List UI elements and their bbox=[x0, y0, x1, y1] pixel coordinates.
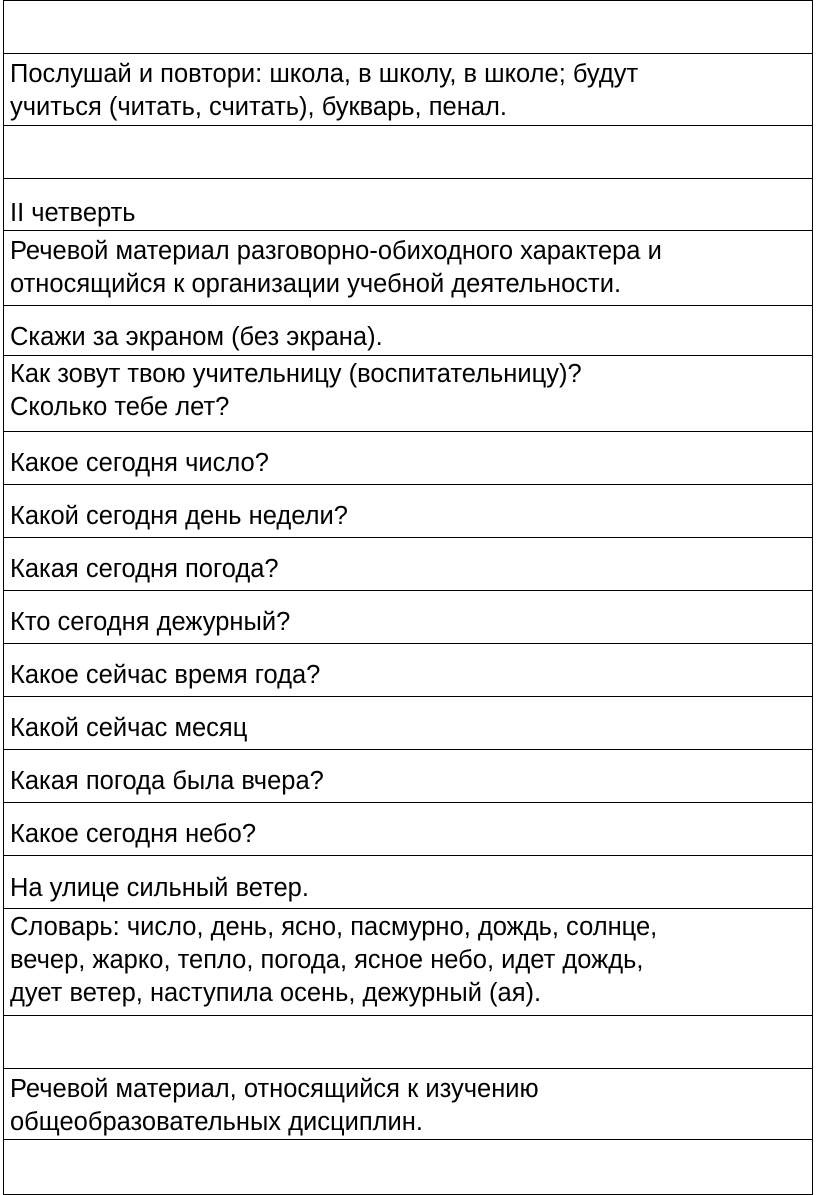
table-row bbox=[4, 306, 812, 356]
row-text-line: Сколько тебе лет? bbox=[10, 393, 230, 421]
table-row bbox=[4, 909, 812, 1016]
table-row bbox=[4, 697, 812, 750]
section-heading: относящийся к организации учебной деятельности. bbox=[10, 270, 622, 298]
table-row bbox=[4, 1016, 812, 1069]
section-heading: Речевой материал, относящийся к изучению bbox=[10, 1075, 539, 1103]
row-text-line: Кто сегодня дежурный? bbox=[10, 608, 291, 636]
table-row bbox=[4, 179, 812, 231]
table-row bbox=[4, 856, 812, 909]
table-row bbox=[4, 803, 812, 856]
table-row bbox=[4, 538, 812, 591]
row-text-line: Какая погода была вчера? bbox=[10, 767, 324, 795]
table-row bbox=[4, 591, 812, 644]
content-table bbox=[3, 0, 813, 1195]
table-row bbox=[4, 644, 812, 697]
row-text-line: На улице сильный ветер. bbox=[10, 874, 309, 902]
row-text-line: учиться (читать, считать), букварь, пенал. bbox=[10, 93, 507, 121]
table-row bbox=[4, 54, 812, 126]
table-row bbox=[4, 1140, 812, 1195]
row-text-line: Какое сейчас время года? bbox=[10, 661, 321, 689]
table-row bbox=[4, 1069, 812, 1140]
table-row bbox=[4, 750, 812, 803]
row-text-line: Какой сейчас месяц bbox=[10, 714, 248, 742]
vocabulary-line: вечер, жарко, тепло, погода, ясное небо, идет дождь, bbox=[10, 946, 644, 974]
table-row bbox=[4, 356, 812, 432]
section-heading: Речевой материал разговорно-обиходного характера и bbox=[10, 237, 662, 265]
quarter-heading: II четверть bbox=[10, 199, 136, 227]
row-text-line: Какое сегодня число? bbox=[10, 449, 269, 477]
table-row bbox=[4, 126, 812, 179]
row-text-line: Как зовут твою учительницу (воспитательницу)? bbox=[10, 360, 582, 388]
row-text-line: Какой сегодня день недели? bbox=[10, 502, 348, 530]
table-row bbox=[4, 231, 812, 306]
table-row bbox=[4, 432, 812, 485]
table-row bbox=[4, 1, 812, 54]
vocabulary-line: дует ветер, наступила осень, дежурный (ая). bbox=[10, 979, 542, 1007]
section-heading: общеобразовательных дисциплин. bbox=[10, 1108, 423, 1136]
row-text-line: Скажи за экраном (без экрана). bbox=[10, 323, 383, 351]
row-text-line: Какая сегодня погода? bbox=[10, 555, 279, 583]
row-text-line: Какое сегодня небо? bbox=[10, 820, 257, 848]
vocabulary-line: Словарь: число, день, ясно, пасмурно, дождь, солнце, bbox=[10, 913, 658, 941]
row-text-line: Послушай и повтори: школа, в школу, в школе; будут bbox=[10, 60, 639, 88]
table-row bbox=[4, 485, 812, 538]
